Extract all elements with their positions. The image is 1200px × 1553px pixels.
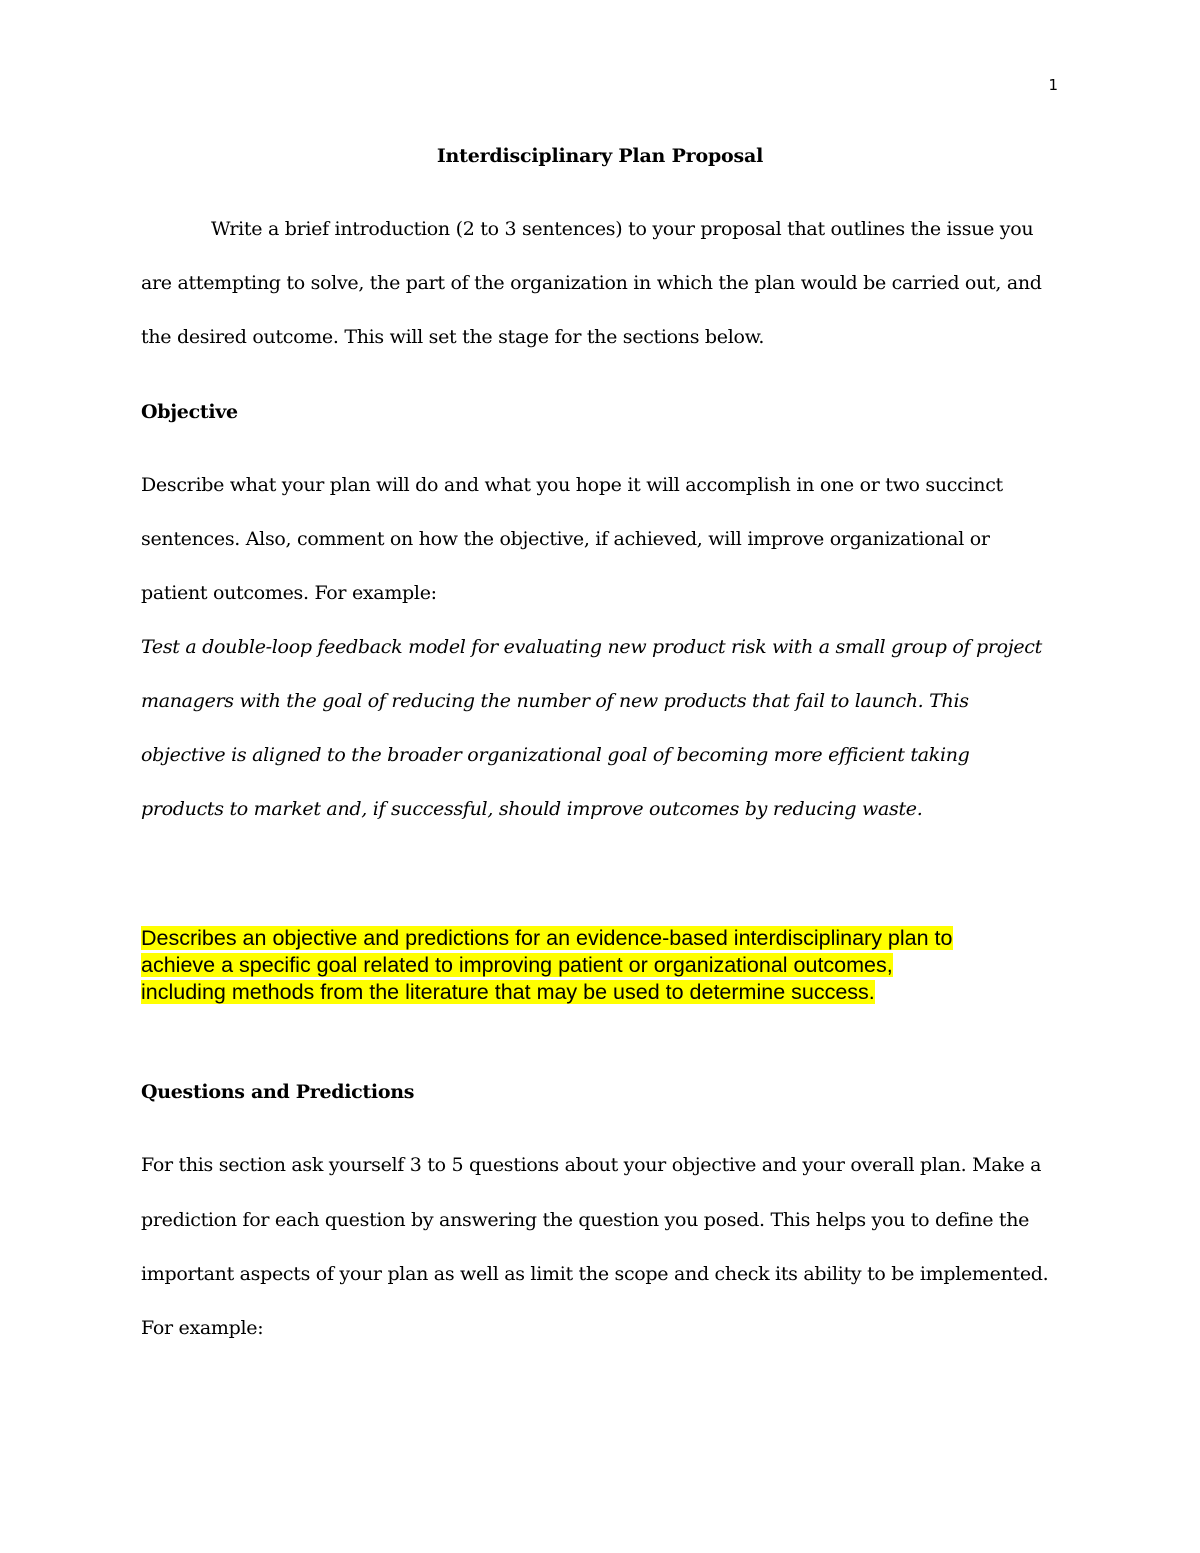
- objective-body-line: Describe what your plan will do and what you hope it will accomplish in one or two succinct: [141, 474, 1003, 496]
- objective-heading: Objective: [141, 401, 238, 423]
- questions-body-line: For example:: [141, 1317, 264, 1339]
- page-number: 1: [1048, 76, 1058, 94]
- rubric-highlight-line: Describes an objective and predictions for an evidence-based interdisciplinary plan to: [141, 926, 953, 950]
- questions-body-line: prediction for each question by answering the question you posed. This helps you to define the: [141, 1209, 1030, 1231]
- rubric-highlight-line: achieve a specific goal related to improving patient or organizational outcomes,: [141, 953, 893, 977]
- objective-body-line: sentences. Also, comment on how the objective, if achieved, will improve organizational or: [141, 528, 990, 550]
- objective-example-line: products to market and, if successful, should improve outcomes by reducing waste.: [141, 798, 923, 820]
- intro-line: are attempting to solve, the part of the organization in which the plan would be carried out, and: [141, 272, 1042, 294]
- objective-example-line: Test a double-loop feedback model for evaluating new product risk with a small group of project: [141, 636, 1042, 658]
- intro-line: the desired outcome. This will set the stage for the sections below.: [141, 326, 765, 348]
- objective-example-line: managers with the goal of reducing the number of new products that fail to launch. This: [141, 690, 969, 712]
- questions-heading: Questions and Predictions: [141, 1081, 415, 1103]
- objective-example-line: objective is aligned to the broader organizational goal of becoming more efficient taking: [141, 744, 970, 766]
- rubric-highlight: [141, 925, 953, 1006]
- objective-body-line: patient outcomes. For example:: [141, 582, 437, 604]
- questions-body-line: important aspects of your plan as well as limit the scope and check its ability to be implemented.: [141, 1263, 1049, 1285]
- questions-body-line: For this section ask yourself 3 to 5 questions about your objective and your overall plan. Make a: [141, 1154, 1042, 1176]
- intro-line: Write a brief introduction (2 to 3 sentences) to your proposal that outlines the issue you: [211, 218, 1034, 240]
- rubric-highlight-line: including methods from the literature that may be used to determine success.: [141, 980, 875, 1004]
- document-title: Interdisciplinary Plan Proposal: [436, 145, 764, 167]
